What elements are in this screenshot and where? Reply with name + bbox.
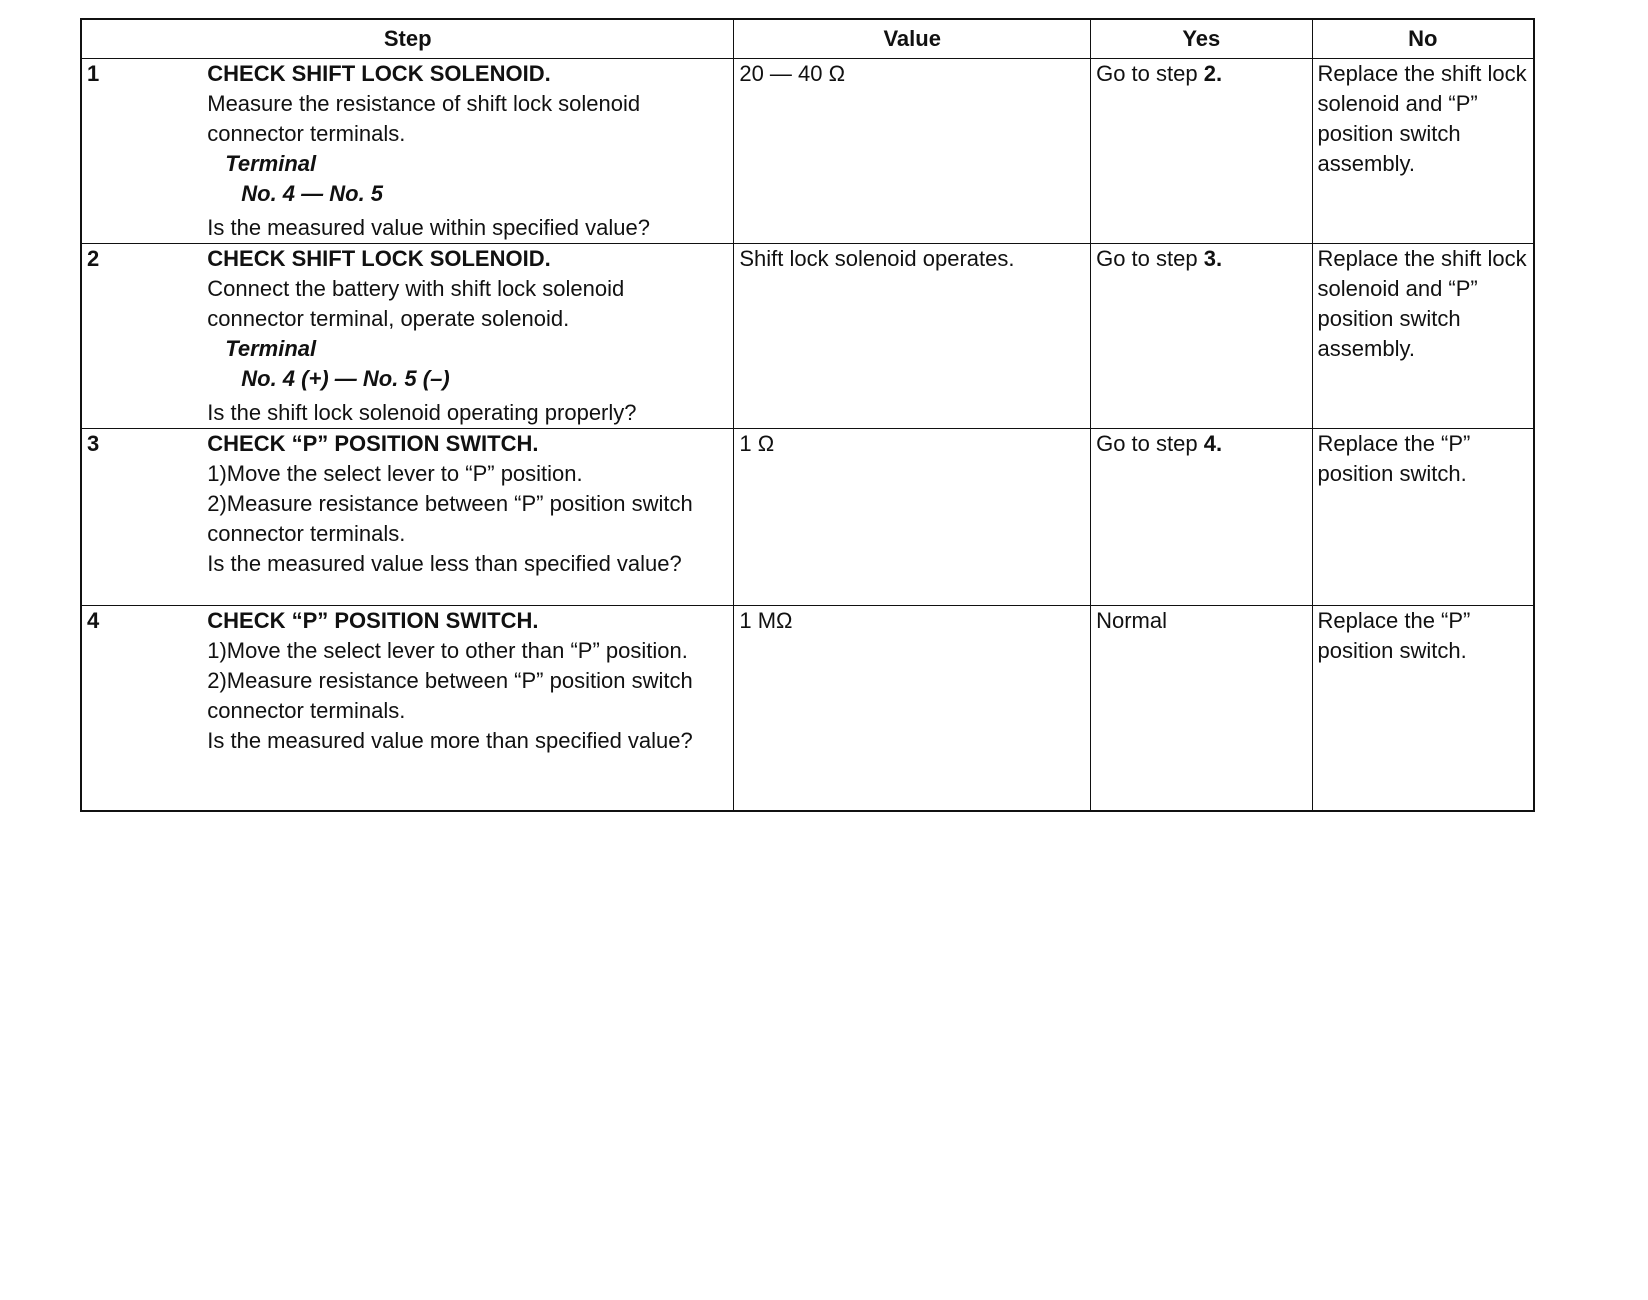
step-number: 4: [81, 606, 202, 812]
step-title: CHECK SHIFT LOCK SOLENOID.: [207, 246, 551, 271]
step-number: 1: [81, 59, 202, 244]
terminal-value: No. 4 — No. 5: [241, 181, 384, 206]
header-yes: Yes: [1091, 19, 1312, 59]
header-value: Value: [734, 19, 1091, 59]
diagnostic-table: [80, 18, 1535, 812]
step-question: Is the measured value within specified value?: [207, 215, 650, 240]
step-number: 2: [81, 244, 202, 429]
no-cell: Replace the “P” position switch.: [1312, 429, 1534, 606]
step-title: CHECK SHIFT LOCK SOLENOID.: [207, 61, 551, 86]
step-title: CHECK “P” POSITION SWITCH.: [207, 431, 539, 456]
yes-step-ref: 3.: [1203, 246, 1223, 271]
table-row: [81, 606, 1534, 812]
yes-cell: Normal: [1091, 606, 1312, 812]
table-row: [81, 59, 1534, 244]
header-no: No: [1312, 19, 1534, 59]
value-cell: 1 Ω: [734, 429, 1091, 606]
step-question: Is the shift lock solenoid operating properly?: [207, 400, 637, 425]
yes-cell: [1091, 244, 1312, 429]
step-instruction: 2)Measure resistance between “P” position switch connector terminals.: [207, 668, 693, 723]
step-description: [202, 59, 734, 244]
yes-step-ref: 4.: [1203, 431, 1223, 456]
value-cell: Shift lock solenoid operates.: [734, 244, 1091, 429]
yes-text: Go to step: [1096, 61, 1204, 86]
step-description: [202, 606, 734, 812]
step-description: [202, 429, 734, 606]
step-question: Is the measured value more than specified value?: [207, 728, 693, 753]
yes-cell: [1091, 429, 1312, 606]
terminal-label: Terminal: [225, 336, 317, 361]
yes-cell: [1091, 59, 1312, 244]
table-row: [81, 429, 1534, 606]
value-cell: 20 — 40 Ω: [734, 59, 1091, 244]
step-instruction: Measure the resistance of shift lock solenoid: [207, 91, 641, 116]
no-cell: Replace the shift lock solenoid and “P” position switch assembly.: [1312, 244, 1534, 429]
step-title: CHECK “P” POSITION SWITCH.: [207, 608, 539, 633]
no-cell: Replace the shift lock solenoid and “P” position switch assembly.: [1312, 59, 1534, 244]
step-instruction: 1)Move the select lever to other than “P” position.: [207, 638, 688, 663]
header-row: [81, 19, 1534, 59]
step-number: 3: [81, 429, 202, 606]
terminal-value: No. 4 (+) — No. 5 (–): [241, 366, 450, 391]
step-description: [202, 244, 734, 429]
step-question: Is the measured value less than specified value?: [207, 551, 682, 576]
value-cell: 1 MΩ: [734, 606, 1091, 812]
yes-step-ref: 2.: [1203, 61, 1223, 86]
step-instruction: 1)Move the select lever to “P” position.: [207, 461, 583, 486]
table-row: [81, 244, 1534, 429]
step-instruction: 2)Measure resistance between “P” position switch connector terminals.: [207, 491, 693, 546]
step-instruction: connector terminal, operate solenoid.: [207, 306, 570, 331]
header-step: Step: [81, 19, 734, 59]
yes-text: Go to step: [1096, 246, 1204, 271]
step-instruction: Connect the battery with shift lock solenoid: [207, 276, 625, 301]
no-cell: Replace the “P” position switch.: [1312, 606, 1534, 812]
terminal-label: Terminal: [225, 151, 317, 176]
step-instruction: connector terminals.: [207, 121, 406, 146]
yes-text: Go to step: [1096, 431, 1204, 456]
